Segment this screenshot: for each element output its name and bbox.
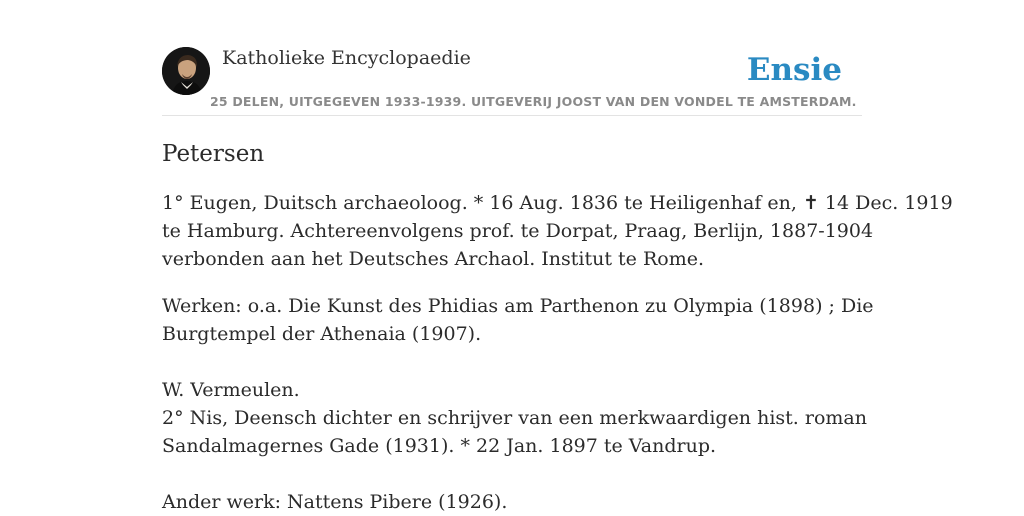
text-line: 2° Nis, Deensch dichter en schrijver van een merkwaardigen hist. roman [162,407,867,429]
text-line: verbonden aan het Deutsches Archaol. Institut te Rome. [162,248,705,270]
text-line: Sandalmagernes Gade (1931). * 22 Jan. 1897 te Vandrup. [162,435,717,457]
portrait-avatar-icon[interactable] [162,47,210,95]
page-header [162,44,862,116]
text-line: Werken: o.a. Die Kunst des Phidias am Parthenon zu Olympia (1898) ; Die [162,295,874,317]
text-line: 1° Eugen, Duitsch archaeoloog. * 16 Aug. 1836 te Heiligenhaf en, ✝ 14 Dec. 1919 [162,192,953,214]
article-title: Petersen [162,141,265,167]
brand-logo-link[interactable]: Ensie [746,52,842,88]
author-line: W. Vermeulen. [162,379,300,401]
source-meta: 25 DELEN, UITGEGEVEN 1933-1939. UITGEVERIJ JOOST VAN DEN VONDEL TE AMSTERDAM. [210,94,857,109]
article [162,138,953,516]
line-break [162,460,862,488]
text-line: te Hamburg. Achtereenvolgens prof. te Dorpat, Praag, Berlijn, 1887-1904 [162,220,874,242]
article-paragraph [162,189,953,273]
text-line: Burgtempel der Athenaia (1907). [162,323,482,345]
portrait-icon [162,47,210,95]
line-break [162,348,862,376]
text-line: Ander werk: Nattens Pibere (1926). [162,491,508,513]
article-paragraph [162,292,874,516]
source-title[interactable]: Katholieke Encyclopaedie [222,47,471,69]
